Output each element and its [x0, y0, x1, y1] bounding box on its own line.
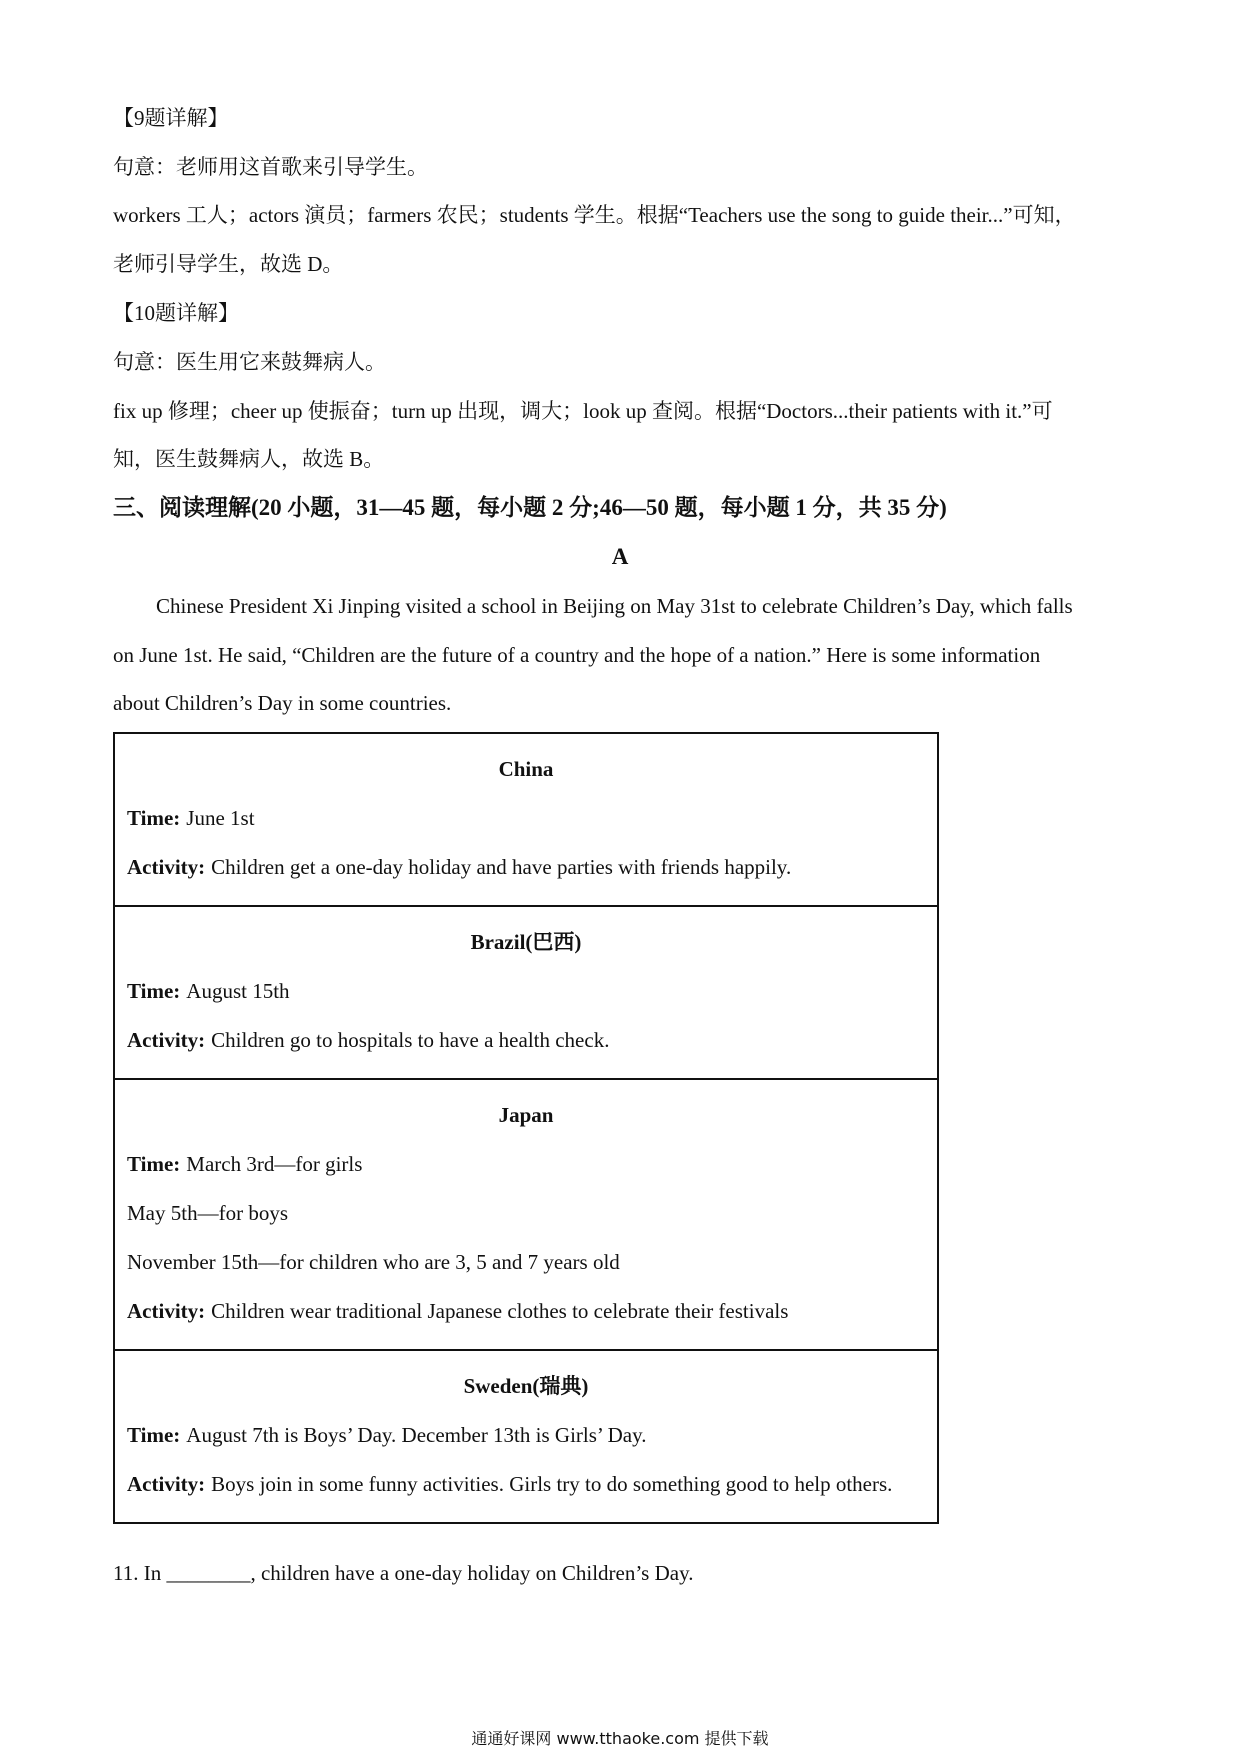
country-cell-sweden: [115, 1349, 937, 1522]
explanation-10-analysis-line: 知，医生鼓舞病人，故选 B。: [113, 447, 385, 471]
explanation-10-meaning: 句意：医生用它来鼓舞病人。: [113, 350, 386, 374]
time-value: August 15th: [186, 978, 290, 1003]
activity-value: Children get a one-day holiday and have parties with friends happily.: [211, 854, 792, 879]
activity-row: [127, 1286, 925, 1335]
activity-label: Activity:: [127, 1298, 206, 1323]
time-value: June 1st: [186, 805, 255, 830]
question-11: 11. In ________, children have a one-day holiday on Children’s Day.: [113, 1561, 694, 1585]
time-label: Time:: [127, 978, 181, 1003]
childrens-day-table: [113, 732, 939, 1524]
activity-row: [127, 1015, 925, 1064]
country-cell-japan: [115, 1078, 937, 1349]
explanation-9-analysis-line: 老师引导学生，故选 D。: [113, 252, 344, 276]
activity-value: Children wear traditional Japanese clothes to celebrate their festivals: [211, 1298, 789, 1323]
activity-row: [127, 842, 925, 891]
activity-label: Activity:: [127, 1471, 206, 1496]
country-name: China: [498, 756, 554, 781]
country-name: Sweden(瑞典): [463, 1373, 589, 1398]
activity-label: Activity:: [127, 1027, 206, 1052]
country-name: Brazil(巴西): [470, 929, 582, 954]
passage-letter: A: [611, 544, 629, 569]
time-value: March 3rd—for girls: [186, 1151, 363, 1176]
explanation-10-analysis-line: fix up 修理；cheer up 使振奋；turn up 出现，调大；look up 查阅。根据“Doctors...their patients with it.”可: [113, 399, 1053, 423]
country-cell-brazil: [115, 905, 937, 1078]
explanation-9-analysis-line: workers 工人；actors 演员；farmers 农民；students 学生。根据“Teachers use the song to guide their...”可知，: [113, 203, 1076, 227]
activity-label: Activity:: [127, 854, 206, 879]
time-label: Time:: [127, 1151, 181, 1176]
time-label: Time:: [127, 1422, 181, 1447]
time-continuation: November 15th—for children who are 3, 5 and 7 years old: [127, 1249, 620, 1274]
explanation-9-meaning: 句意：老师用这首歌来引导学生。: [113, 155, 428, 179]
activity-row: [127, 1459, 925, 1508]
footer-watermark: 通通好课网 www.tthaoke.com 提供下载: [471, 1729, 769, 1748]
time-value: August 7th is Boys’ Day. December 13th is Girls’ Day.: [186, 1422, 647, 1447]
section-title: 三、阅读理解(20 小题，31—45 题，每小题 2 分;46—50 题，每小题 1 分，共 35 分): [113, 495, 947, 520]
time-row: [127, 793, 925, 842]
intro-line: on June 1st. He said, “Children are the future of a country and the hope of a nation.” Here is some information: [113, 643, 1041, 667]
activity-value: Boys join in some funny activities. Girls try to do something good to help others.: [211, 1471, 893, 1496]
explanation-9-heading: 【9题详解】: [113, 106, 229, 130]
activity-value: Children go to hospitals to have a health check.: [211, 1027, 610, 1052]
time-continuation: May 5th—for boys: [127, 1200, 288, 1225]
time-row: [127, 1410, 925, 1459]
time-row: [127, 966, 925, 1015]
country-name: Japan: [498, 1102, 554, 1127]
explanation-10-heading: 【10题详解】: [113, 301, 239, 325]
time-row: [127, 1139, 925, 1188]
time-label: Time:: [127, 805, 181, 830]
country-cell-china: [115, 734, 937, 905]
intro-line: Chinese President Xi Jinping visited a school in Beijing on May 31st to celebrate Children’s Day, which falls: [156, 594, 1073, 618]
intro-line: about Children’s Day in some countries.: [113, 691, 452, 715]
